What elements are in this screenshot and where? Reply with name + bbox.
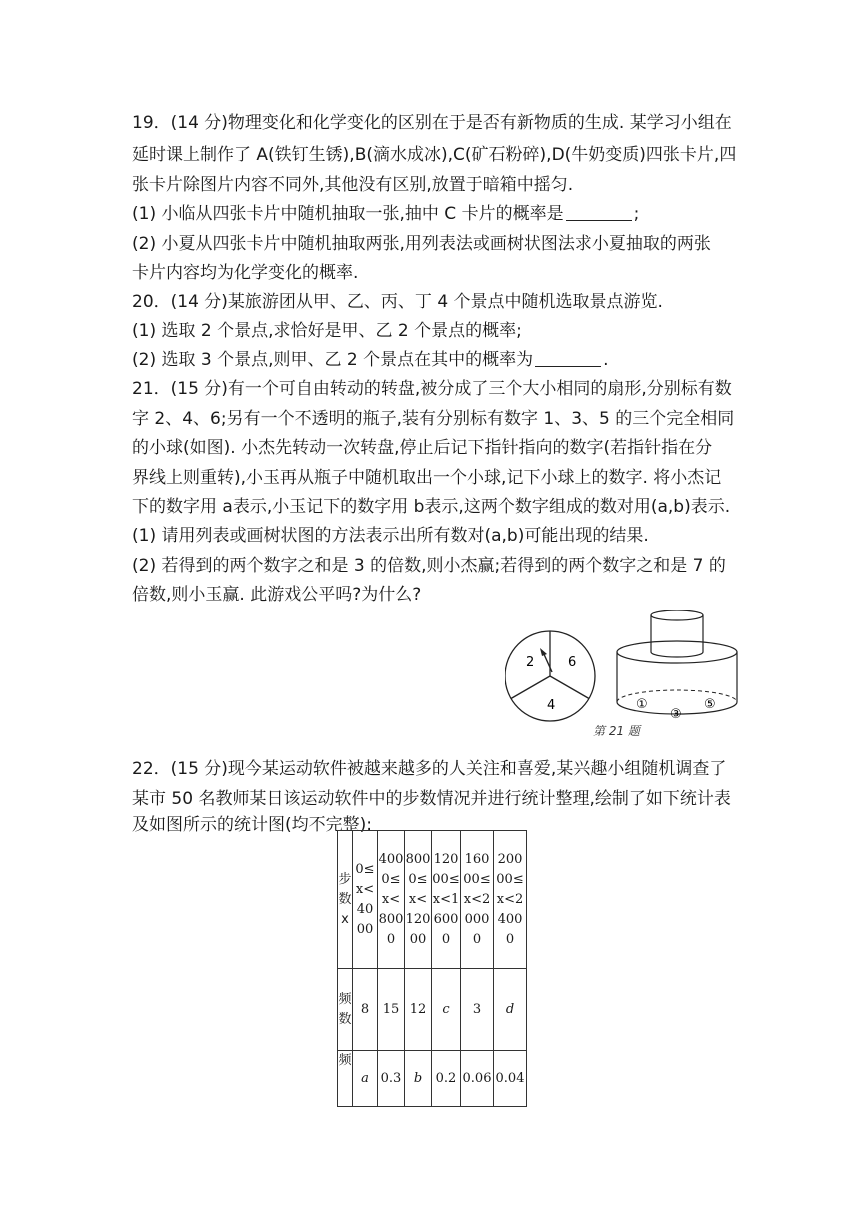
table-header-cell: 步数x <box>338 831 353 969</box>
ball-label-1: ① <box>636 697 648 712</box>
q21-line-2: 字 2、4、6;另有一个不透明的瓶子,装有分别标有数字 1、3、5 的三个完全相同 <box>132 409 735 429</box>
q21-part-2-line-1: (2) 若得到的两个数字之和是 3 的倍数,则小杰赢;若得到的两个数字之和是 7 的 <box>132 556 726 576</box>
q19-line-1: 19．(14 分)物理变化和化学变化的区别在于是否有新物质的生成. 某学习小组在 <box>132 113 732 133</box>
table-row <box>338 969 527 1051</box>
spinner-label-6: 6 <box>568 655 577 670</box>
step-frequency-table <box>337 830 527 1107</box>
table-cell: a <box>353 1051 378 1107</box>
answer-blank <box>535 350 601 367</box>
pointer-arrow-icon <box>540 648 547 656</box>
table-row <box>338 1051 527 1107</box>
q21-part-2-line-2: 倍数,则小玉赢. 此游戏公平吗?为什么? <box>132 585 422 605</box>
table-cell: 0.2 <box>432 1051 461 1107</box>
ball-label-3: ③ <box>670 707 682 722</box>
q20-part-1: (1) 选取 2 个景点,求恰好是甲、乙 2 个景点的概率; <box>132 321 522 341</box>
q20-part-2-text: (2) 选取 3 个景点,则甲、乙 2 个景点在其中的概率为 <box>132 350 534 370</box>
figure-caption: 第 21 题 <box>593 724 640 738</box>
table-cell: 12 <box>405 969 432 1051</box>
bottle <box>617 610 737 722</box>
q21-line-3: 的小球(如图). 小杰先转动一次转盘,停止后记下指针指向的数字(若指针指在分 <box>132 438 713 458</box>
q20-line-1: 20．(14 分)某旅游团从甲、乙、丙、丁 4 个景点中随机选取景点游览. <box>132 292 663 312</box>
table-cell: 0.3 <box>378 1051 405 1107</box>
table-header-cell: 0≤x<4000 <box>353 831 378 969</box>
q22-line-1: 22．(15 分)现今某运动软件被越来越多的人关注和喜爱,某兴趣小组随机调查了 <box>132 759 727 779</box>
q21-line-1: 21．(15 分)有一个可自由转动的转盘,被分成了三个大小相同的扇形,分别标有数 <box>132 379 732 399</box>
table-cell: d <box>494 969 527 1051</box>
answer-blank <box>566 204 632 221</box>
q19-part-2-line-1: (2) 小夏从四张卡片中随机抽取两张,用列表法或画树状图法求小夏抽取的两张 <box>132 234 711 254</box>
spinner <box>505 631 595 721</box>
q20-part-2-end: . <box>603 350 609 370</box>
q21-line-5: 下的数字用 a表示,小玉记下的数字用 b表示,这两个数字组成的数对用(a,b)表示. <box>132 497 731 517</box>
q19-part-2-line-2: 卡片内容均为化学变化的概率. <box>132 263 359 283</box>
q19-line-2: 延时课上制作了 A(铁钉生锈),B(滴水成冰),C(矿石粉碎),D(牛奶变质)四张卡片,四 <box>132 145 737 165</box>
table-cell: 0.06 <box>461 1051 494 1107</box>
table-cell: 3 <box>461 969 494 1051</box>
spinner-label-2: 2 <box>526 655 535 670</box>
table-header-cell: 20000≤x<24000 <box>494 831 527 969</box>
table-header-cell: 16000≤x<20000 <box>461 831 494 969</box>
q19-part-1-end: ; <box>633 204 640 224</box>
q19-part-1-text: (1) 小临从四张卡片中随机抽取一张,抽中 C 卡片的概率是 <box>132 204 564 224</box>
spinner-divider <box>511 676 550 699</box>
table-cell: b <box>405 1051 432 1107</box>
table-row <box>338 831 527 969</box>
table-cell: 8 <box>353 969 378 1051</box>
q20-part-2 <box>132 347 732 373</box>
table-cell: c <box>432 969 461 1051</box>
ball-label-5: ⑤ <box>704 697 716 712</box>
table-cell: 0.04 <box>494 1051 527 1107</box>
q19-part-1 <box>132 201 732 227</box>
table-header-cell: 12000≤x<16000 <box>432 831 461 969</box>
q21-part-1: (1) 请用列表或画树状图的方法表示出所有数对(a,b)可能出现的结果. <box>132 526 649 546</box>
table-row-label: 频数 <box>338 969 353 1051</box>
spinner-label-4: 4 <box>547 698 556 713</box>
q22-line-3: 及如图所示的统计图(均不完整): <box>132 815 372 835</box>
table-row-label: 频 <box>338 1051 353 1107</box>
q22-line-2: 某市 50 名教师某日该运动软件中的步数情况并进行统计整理,绘制了如下统计表 <box>132 789 731 809</box>
table-header-cell: 8000≤x<12000 <box>405 831 432 969</box>
table-header-cell: 4000≤x<8000 <box>378 831 405 969</box>
spinner-divider <box>550 676 589 699</box>
table-cell: 15 <box>378 969 405 1051</box>
q19-line-3: 张卡片除图片内容不同外,其他没有区别,放置于暗箱中摇匀. <box>132 175 574 195</box>
q21-line-4: 界线上则重转),小玉再从瓶子中随机取出一个小球,记下小球上的数字. 将小杰记 <box>132 468 722 488</box>
